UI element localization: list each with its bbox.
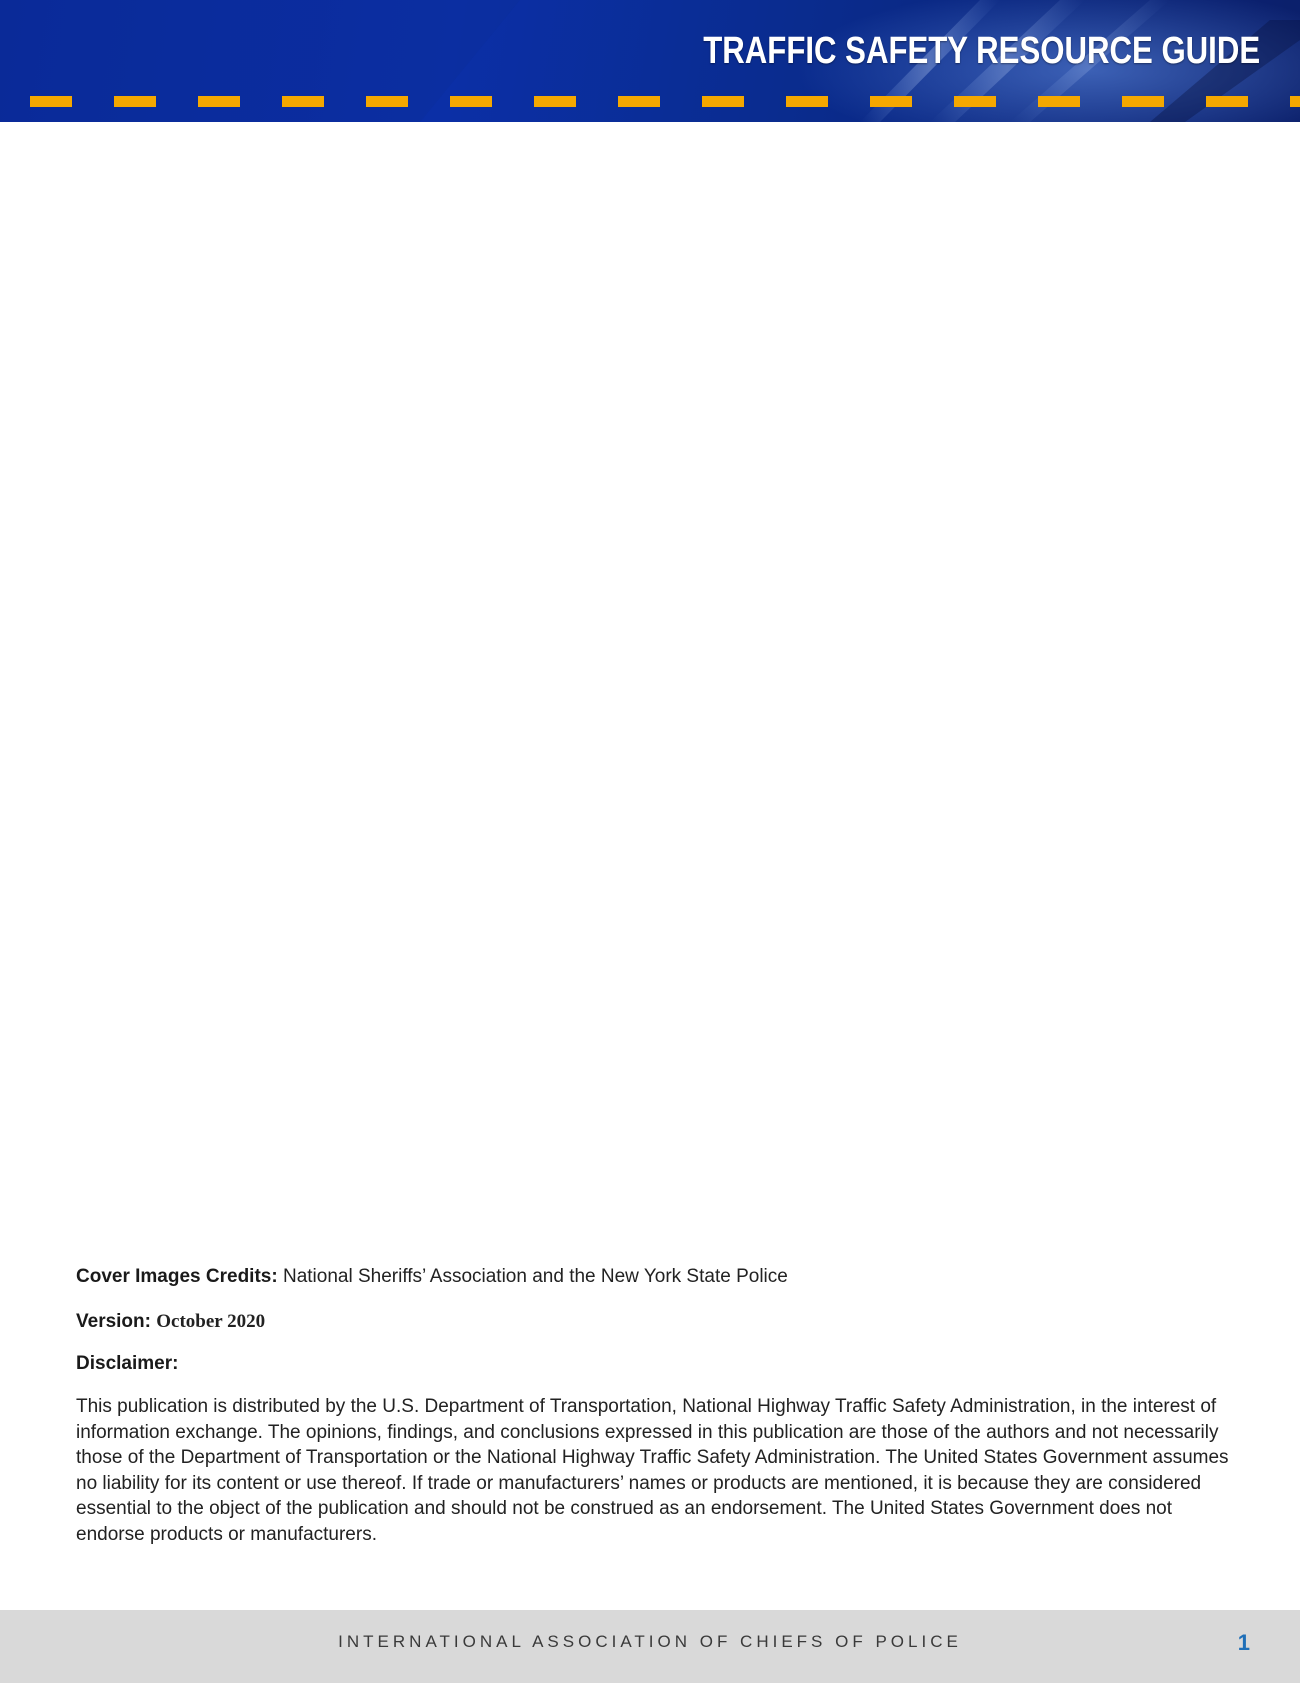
version-value: October 2020 (156, 1311, 266, 1332)
footer-organization: INTERNATIONAL ASSOCIATION OF CHIEFS OF POLICE (338, 1632, 962, 1651)
guide-title: TRAFFIC SAFETY RESOURCE GUIDE (703, 30, 1260, 72)
cover-credits-line (76, 1264, 788, 1290)
version-line (76, 1309, 265, 1335)
disclaimer-heading (76, 1351, 178, 1377)
page-footer (0, 1610, 1300, 1683)
lane-dashes (30, 96, 1300, 108)
disclaimer-text: This publication is distributed by the U.S. Department of Transportation, National Highway Traffic Safety Administration, in the interest of information exchange. The opinions, findings, and conclusions expressed in this publication are those of the authors and not necessarily those of the Department of Transportation or the National Highway Traffic Safety Administration. The United States Government assumes no liability for its content or use thereof. If trade or manufacturers’ names or products are mentioned, it is because they are considered essential to the object of the publication and should not be construed as an endorsement. The United States Government does not endorse products or manufacturers. (76, 1396, 1229, 1545)
header-banner (0, 0, 1300, 122)
page-number: 1 (1237, 1630, 1250, 1655)
version-label: Version: (76, 1311, 151, 1332)
cover-credits-label: Cover Images Credits: (76, 1266, 278, 1287)
cover-credits-value: National Sheriffs’ Association and the New York State Police (282, 1266, 788, 1287)
disclaimer-label: Disclaimer: (76, 1353, 179, 1374)
